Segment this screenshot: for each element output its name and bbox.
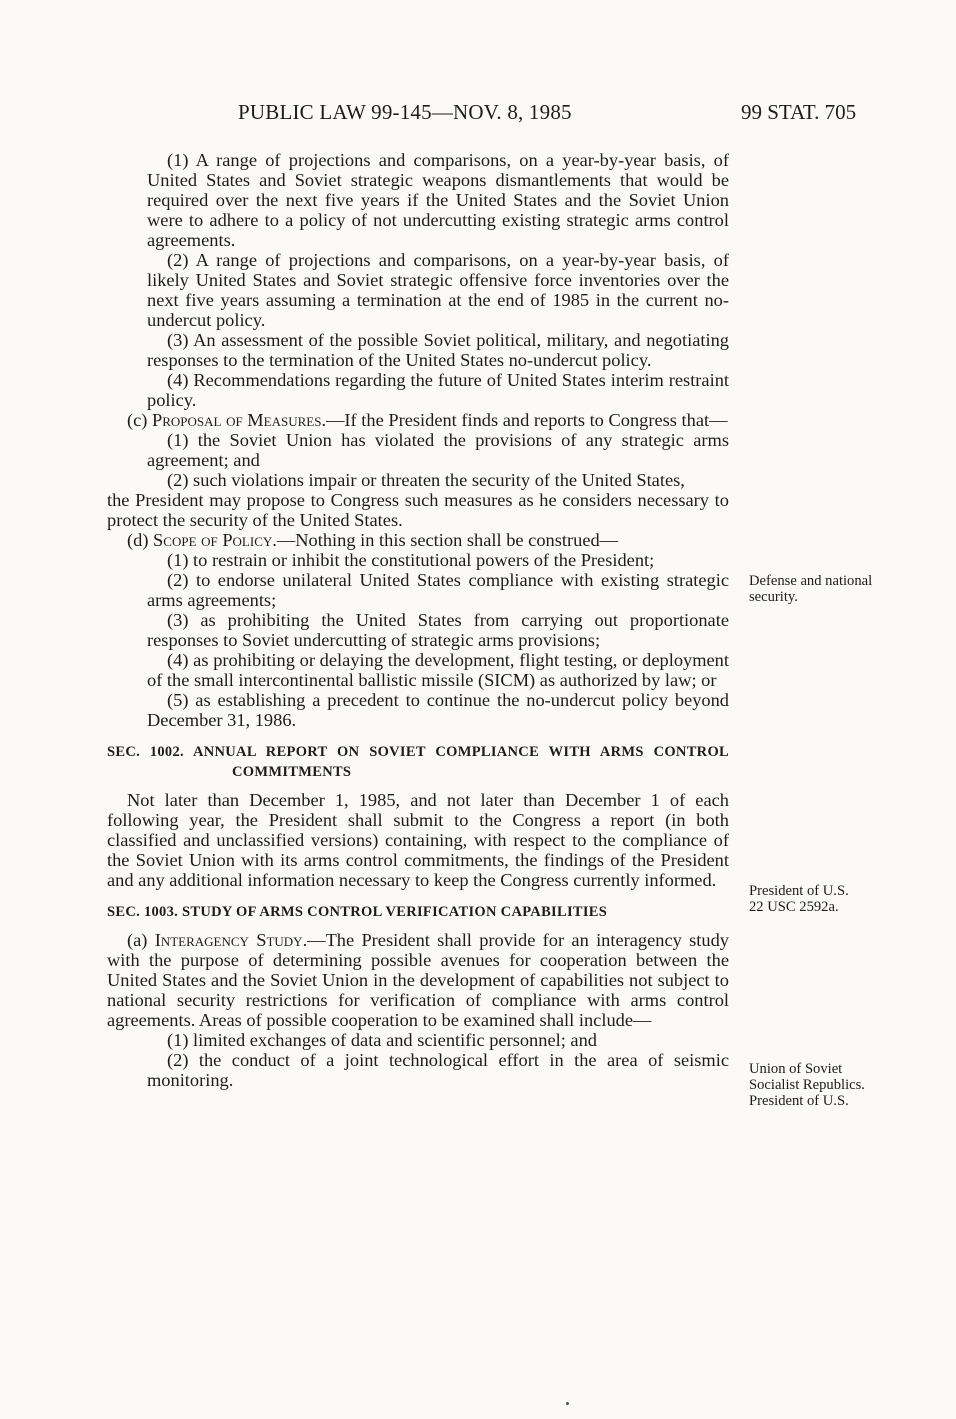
paragraph-c1: (1) the Soviet Union has violated the provisions of any strategic arms agreement; and xyxy=(147,430,729,470)
public-law-citation: PUBLIC LAW 99-145—NOV. 8, 1985 xyxy=(238,100,572,124)
page-header xyxy=(0,100,956,130)
paragraph-d1: (1) to restrain or inhibit the constitutional powers of the President; xyxy=(167,550,655,570)
subsection-c-tail: the President may propose to Congress such measures as he considers necessary to protect the security of the United States. xyxy=(107,490,729,530)
body-text xyxy=(107,150,729,1090)
subsection-1003-a: (a) Interagency Study.—The President shall provide for an interagency study with the purpose of determining possible avenues for cooperation between the United States and the Soviet Union in the development of capabilities not subject to national security restrictions for verification of compliance with arms control agreements. Areas of possible cooperation to be examined shall include— xyxy=(107,930,729,1030)
scan-speck xyxy=(566,1402,569,1405)
paragraph-b2: (2) A range of projections and comparisons, on a year-by-year basis, of likely United States and Soviet strategic offensive force inventories over the next five years assuming a termination at the end of 1985 in the current no-undercut policy. xyxy=(147,250,729,330)
subsection-c-caption: Proposal of Measures xyxy=(152,410,322,430)
subsection-c: (c) Proposal of Measures.—If the President finds and reports to Congress that— xyxy=(127,410,728,430)
statute-page-number: 99 STAT. 705 xyxy=(741,100,857,124)
paragraph-1003-a1: (1) limited exchanges of data and scientific personnel; and xyxy=(167,1030,597,1050)
paragraph-d2: (2) to endorse unilateral United States compliance with existing strategic arms agreements; xyxy=(147,570,729,610)
paragraph-c2: (2) such violations impair or threaten the security of the United States, xyxy=(167,470,685,490)
subsection-d: (d) Scope of Policy.—Nothing in this section shall be construed— xyxy=(127,530,619,550)
section-1002-heading: SEC. 1002. ANNUAL REPORT ON SOVIET COMPLIANCE WITH ARMS CONTROL COMMITMENTS xyxy=(107,744,729,780)
paragraph-d4: (4) as prohibiting or delaying the development, flight testing, or deployment of the small intercontinental ballistic missile (SICM) as authorized by law; or xyxy=(147,650,729,690)
paragraph-d3: (3) as prohibiting the United States from carrying out proportionate responses to Soviet undercutting of strategic arms provisions; xyxy=(147,610,729,650)
paragraph-b1: (1) A range of projections and comparisons, on a year-by-year basis, of United States and Soviet strategic weapons dismantlements that would be required over the next five years if the United States and the Soviet Union were to adhere to a policy of not undercutting existing strategic arms control agreements. xyxy=(147,150,729,250)
section-1002-text: Not later than December 1, 1985, and not later than December 1 of each following year, the President shall submit to the Congress a report (in both classified and unclassified versions) containing, with respect to the compliance of the Soviet Union with its arms control commitments, the findings of the President and any additional information necessary to keep the Congress currently informed. xyxy=(107,790,729,890)
subsection-1003-a-caption: Interagency Study xyxy=(154,930,303,950)
margin-note-section-1003: Union of Soviet Socialist Republics. President of U.S. xyxy=(749,1061,865,1109)
paragraph-b3: (3) An assessment of the possible Soviet political, military, and negotiating responses to the termination of the United States no-undercut policy. xyxy=(147,330,729,370)
paragraph-b4: (4) Recommendations regarding the future of United States interim restraint policy. xyxy=(147,370,729,410)
paragraph-d5: (5) as establishing a precedent to continue the no-undercut policy beyond December 31, 1986. xyxy=(147,690,729,730)
subsection-d-caption: Scope of Policy xyxy=(153,530,273,550)
margin-note-defense: Defense and national security. xyxy=(749,573,873,605)
margin-note-section-1002: President of U.S. 22 USC 2592a. xyxy=(749,883,849,915)
section-1003-heading: SEC. 1003. STUDY OF ARMS CONTROL VERIFICATION CAPABILITIES xyxy=(107,904,608,920)
paragraph-1003-a2: (2) the conduct of a joint technological effort in the area of seismic monitoring. xyxy=(147,1050,729,1090)
